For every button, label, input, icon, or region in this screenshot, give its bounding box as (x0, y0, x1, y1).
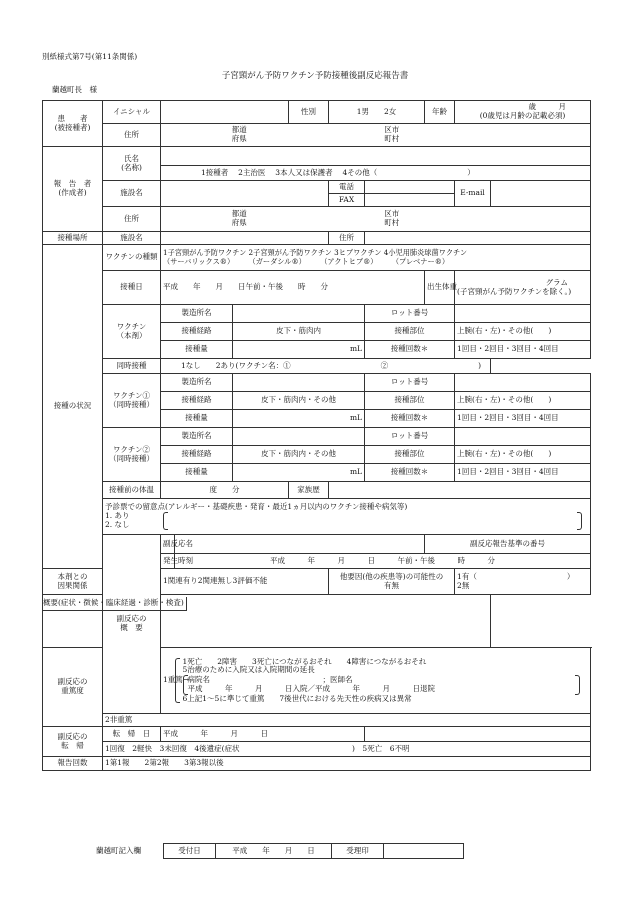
causal-label: 本剤との 因果関係 (43, 569, 103, 595)
reaction-name-label: 副反応名 (161, 535, 175, 554)
count-options[interactable]: 1回目・2回目・3回目・4回目 (455, 341, 591, 359)
reporter-address-field[interactable]: 都道 府県 区市 町村 (161, 207, 591, 232)
age-field[interactable]: 歳 月 (0歳児は月齢の記載必須) (455, 101, 591, 124)
main-vaccine-label: ワクチン （本剤） (103, 305, 161, 359)
notes-label: 予診票での留意点(アレルギー・基礎疾患・発育・最近1ヵ月以内のワクチン接種や病気等) (105, 502, 408, 512)
onset-field[interactable]: 平成 年 月 日 午前・午後 時 分 (175, 554, 591, 569)
amount-field[interactable]: mL (233, 341, 365, 359)
sex-label: 性別 (289, 101, 329, 124)
sex-options[interactable]: 1男 2女 (329, 101, 425, 124)
count-label-a: 接種回数＊ (365, 410, 455, 428)
form-title: 子宮頸がん予防ワクチン予防接種後副反応報告書 (221, 71, 409, 81)
route-label-b: 接種経路 (161, 446, 233, 464)
date-field[interactable]: 平成 年 月 日午前・午後 時 分 (161, 271, 425, 305)
reporter-label: 報 告 者 (作成者) (43, 147, 103, 232)
amount-label-b: 接種量 (161, 464, 233, 482)
outcome-options[interactable]: 1回復 2軽快 3未回復 4後遺症(症状 ) 5死亡 6不明 (103, 742, 591, 757)
lot-label: ロット番号 (365, 305, 455, 323)
count-options-b[interactable]: 1回目・2回目・3回目・4回目 (455, 464, 591, 482)
amount-field-b[interactable]: mL (233, 464, 365, 482)
site-options-a[interactable]: 上腕(右・左)・その他( ) (455, 392, 591, 410)
date-label: 接種日 (103, 271, 161, 305)
route-options[interactable]: 皮下・筋肉内 (233, 323, 365, 341)
initial-label: イニシャル (103, 101, 161, 124)
office-use-table (163, 843, 464, 859)
route-options-b[interactable]: 皮下・筋肉内・その他 (233, 446, 365, 464)
reaction-label: 副反応の 概 要 (103, 535, 161, 714)
place-facility-field[interactable] (161, 232, 329, 245)
birth-weight-field[interactable]: グラム (子宮頸がん予防ワクチンを除く。) (455, 271, 591, 305)
count-label: 接種回数＊ (365, 341, 455, 359)
received-date-label: 受付日 (164, 844, 216, 859)
criteria-label: 副反応報告基準の番号 (425, 535, 591, 554)
simultaneous-label: 同時接種 (103, 359, 161, 374)
lot-field[interactable] (455, 305, 591, 323)
family-history-field[interactable] (329, 482, 591, 499)
lot-field-b[interactable] (455, 428, 591, 446)
reporter-address-label: 住所 (103, 207, 161, 232)
fax-field[interactable] (365, 194, 455, 207)
place-address-field[interactable] (365, 232, 591, 245)
place-facility-label: 施設名 (103, 232, 161, 245)
amount-label: 接種量 (161, 341, 233, 359)
seal-label: 受理印 (332, 844, 384, 859)
count-options-a[interactable]: 1回目・2回目・3回目・4回目 (455, 410, 591, 428)
reaction-name-field[interactable] (175, 535, 425, 554)
site-label-a: 接種部位 (365, 392, 455, 410)
initial-field[interactable] (161, 101, 289, 124)
maker-field[interactable] (233, 305, 365, 323)
outcome-label: 副反応の 転 帰 (43, 727, 103, 757)
route-label: 接種経路 (161, 323, 233, 341)
report-times-options[interactable]: 1第1報 2第2報 3第3報以後 (103, 757, 591, 771)
report-times-label: 報告回数 (43, 757, 103, 771)
temperature-label: 接種前の体温 (103, 482, 161, 499)
count-label-b: 接種回数＊ (365, 464, 455, 482)
notes-no-option: 2. なし (105, 519, 130, 529)
causal-options[interactable]: 1関連有り2関連無し3評価不能 (161, 569, 329, 595)
reporter-role-options[interactable]: 1接種者 2主治医 3本人又は保護者 4その他（ ） (161, 166, 591, 181)
amount-field-a[interactable]: mL (233, 410, 365, 428)
reporter-name-field[interactable] (161, 147, 591, 166)
patient-address-label: 住所 (103, 124, 161, 147)
site-label: 接種部位 (365, 323, 455, 341)
family-history-label: 家族歴 (289, 482, 329, 499)
place-address-label: 住所 (329, 232, 365, 245)
facility-label: 施設名 (103, 181, 161, 207)
vaccine-a-label: ワクチン① （同時接種） (103, 374, 161, 428)
maker-label-b: 製造所名 (161, 428, 233, 446)
place-label: 接種場所 (43, 232, 103, 245)
age-label: 年齢 (425, 101, 455, 124)
vaccine-b-label: ワクチン② （同時接種） (103, 428, 161, 482)
facility-field[interactable] (161, 181, 329, 207)
maker-field-a[interactable] (233, 374, 365, 392)
onset-label: 発生時刻 (161, 554, 175, 569)
amount-label-a: 接種量 (161, 410, 233, 428)
report-form (42, 100, 591, 771)
patient-address-field[interactable]: 都道 府県 区市 町村 (161, 124, 591, 147)
maker-label: 製造所名 (161, 305, 233, 323)
received-date-field[interactable]: 平成 年 月 日 (216, 844, 332, 859)
birth-weight-label: 出生体重 (425, 271, 455, 305)
severity-label: 副反応の 重篤度 (43, 648, 103, 727)
route-label-a: 接種経路 (161, 392, 233, 410)
serious-option[interactable]: 1重篤→ (161, 648, 175, 714)
site-options-b[interactable]: 上腕(右・左)・その他( ) (455, 446, 591, 464)
tel-label: 電話 (329, 181, 365, 194)
outcome-date-label: 転 帰 日 (103, 727, 161, 742)
simultaneous-options[interactable]: 1なし 2あり(ワクチン名：① ② ) (161, 359, 491, 374)
tel-field[interactable] (365, 181, 455, 194)
email-label: E-mail (455, 181, 491, 207)
nonserious-option[interactable]: 2非重篤 (103, 714, 591, 727)
maker-field-b[interactable] (233, 428, 365, 446)
outcome-date-field[interactable]: 平成 年 月 日 (161, 727, 365, 742)
maker-label-a: 製造所名 (161, 374, 233, 392)
other-cause-options[interactable]: 1有（ ） 2無 (455, 569, 591, 595)
email-field[interactable] (491, 181, 591, 207)
reaction-summary-field[interactable]: 概要(症状・徴候・臨床経過・診断・検査) (43, 595, 491, 648)
site-label-b: 接種部位 (365, 446, 455, 464)
lot-label-b: ロット番号 (365, 428, 455, 446)
serious-details[interactable]: 1死亡 2障害 3死亡につながるおそれ 4障害につながるおそれ 5治療のために入院又は入院期間の延長 病院名 ；医師名 平成 年 月 日入院／平成 年 月 日退院 6上記1～5に準じて重篤 7後世代における先天性の疾病又は異常 (175, 648, 591, 714)
notes-yes-option: 1. あり (105, 511, 130, 521)
vaccine-type-options[interactable]: 1子宮頸がん予防ワクチン 2子宮頸がん予防ワクチン 3ヒブワクチン 4小児用肺炎球菌ワクチン （サーバリックス®） （ガーダシル®） （アクトヒブ®） （プレベナー®） (161, 245, 591, 271)
form-number: 別紙様式第7号(第11条関係) (42, 52, 138, 61)
route-options-a[interactable]: 皮下・筋肉内・その他 (233, 392, 365, 410)
fax-label: FAX (329, 194, 365, 207)
office-use-label: 蘭越町記入欄 (96, 846, 141, 855)
seal-field[interactable] (384, 844, 464, 859)
site-options[interactable]: 上腕(右・左)・その他( ) (455, 323, 591, 341)
lot-label-a: ロット番号 (365, 374, 455, 392)
notes-field[interactable] (103, 499, 591, 535)
status-label: 接種の状況 (43, 245, 103, 569)
lot-field-a[interactable] (455, 374, 591, 392)
patient-label: 患 者 (被接種者) (43, 101, 103, 147)
temperature-field[interactable]: 度 分 (161, 482, 289, 499)
reporter-name-label: 氏名 (名称) (103, 147, 161, 181)
other-cause-label: 他要因(他の疾患等)の可能性の 有無 (329, 569, 455, 595)
vaccine-type-label: ワクチンの種類 (103, 245, 161, 271)
addressee: 蘭越町長 様 (52, 85, 97, 94)
